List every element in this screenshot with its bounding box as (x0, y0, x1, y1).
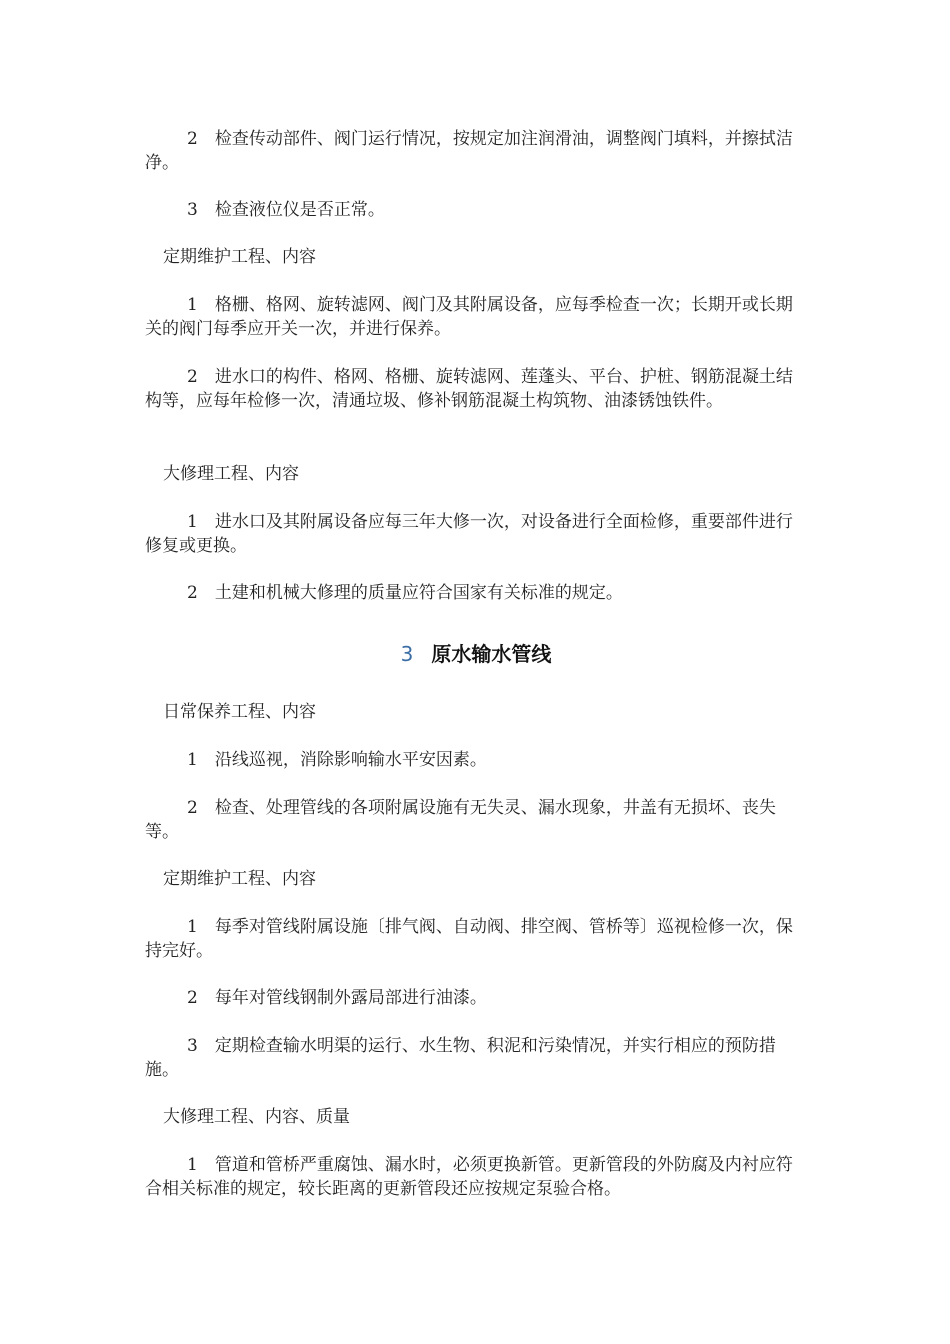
paragraph-item: 2 检查传动部件、阀门运行情况，按规定加注润滑油，调整阀门填料，并擦拭洁净。 (145, 129, 793, 173)
section-title: 原水输水管线 (431, 642, 552, 666)
section-number: 3 (400, 642, 414, 666)
paragraph-item: 2 土建和机械大修理的质量应符合国家有关标准的规定。 (187, 583, 623, 603)
subsection-label: 大修理工程、内容、质量 (163, 1107, 350, 1127)
paragraph-item: 2 每年对管线钢制外露局部进行油漆。 (187, 988, 487, 1008)
paragraph-item: 3 定期检查输水明渠的运行、水生物、积泥和污染情况，并实行相应的预防措施。 (145, 1036, 776, 1080)
paragraph-item: 1 每季对管线附属设施〔排气阀、自动阀、排空阀、管桥等〕巡视检修一次，保持完好。 (145, 917, 793, 961)
subsection-label: 大修理工程、内容 (163, 464, 299, 484)
section-heading (145, 640, 807, 668)
subsection-label: 日常保养工程、内容 (163, 702, 316, 722)
paragraph-item: 2 进水口的构件、格网、格栅、旋转滤网、莲蓬头、平台、护桩、钢筋混凝土结构等，应每年检修一次，清通垃圾、修补钢筋混凝土构筑物、油漆锈蚀铁件。 (145, 367, 793, 411)
paragraph-item: 1 沿线巡视，消除影响输水平安因素。 (187, 750, 487, 770)
paragraph-item: 1 进水口及其附属设备应每三年大修一次，对设备进行全面检修，重要部件进行修复或更换。 (145, 512, 793, 556)
paragraph-item: 3 检查液位仪是否正常。 (187, 200, 385, 220)
paragraph-item: 2 检查、处理管线的各项附属设施有无失灵、漏水现象，井盖有无损坏、丧失等。 (145, 798, 776, 842)
subsection-label: 定期维护工程、内容 (163, 869, 316, 889)
paragraph-item: 1 管道和管桥严重腐蚀、漏水时，必须更换新管。更新管段的外防腐及内衬应符合相关标准的规定，较长距离的更新管段还应按规定泵验合格。 (145, 1155, 793, 1199)
paragraph-item: 1 格栅、格网、旋转滤网、阀门及其附属设备，应每季检查一次；长期开或长期关的阀门每季应开关一次，并进行保养。 (145, 295, 793, 339)
subsection-label: 定期维护工程、内容 (163, 247, 316, 267)
